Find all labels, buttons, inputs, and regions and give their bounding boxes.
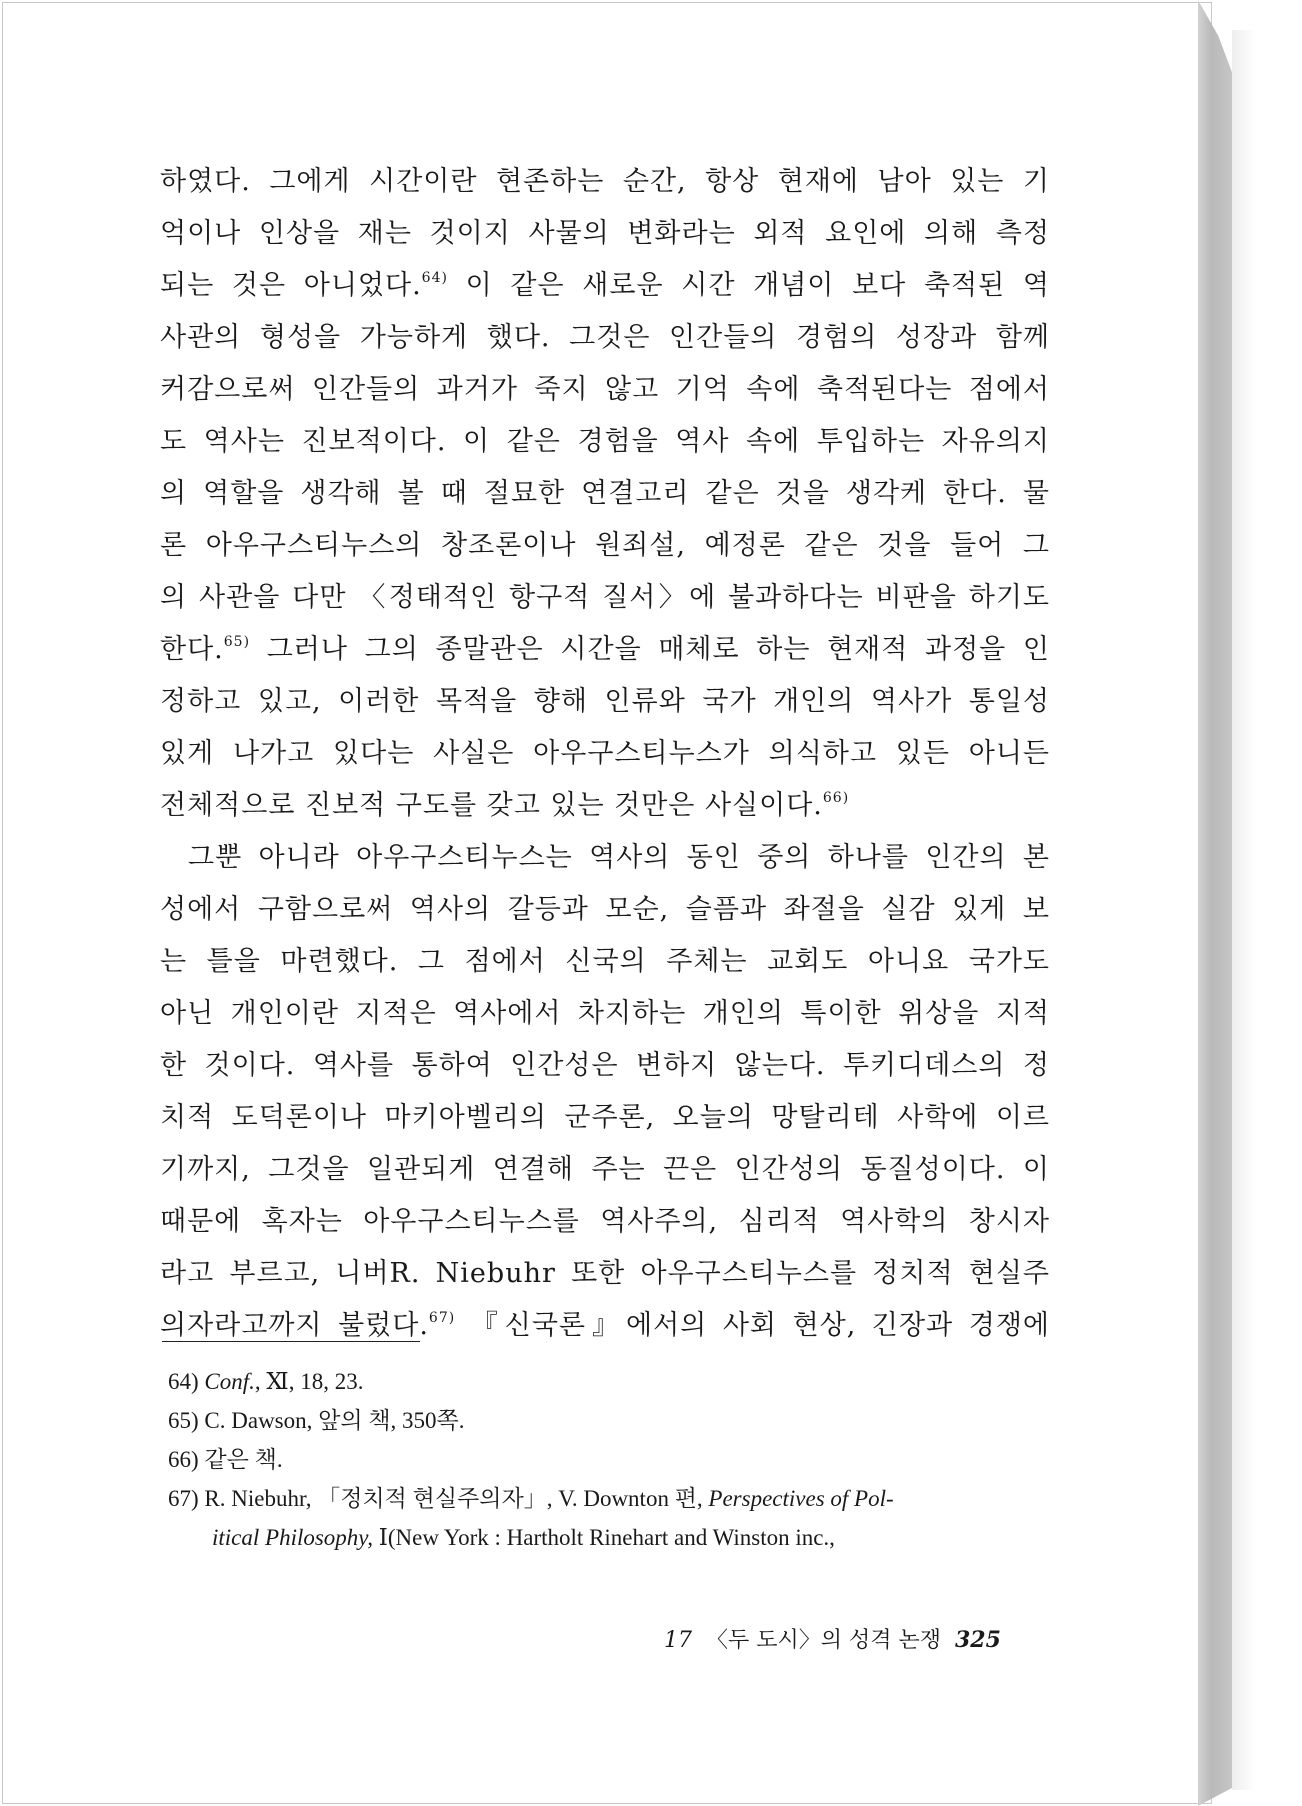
page-shadow — [1232, 30, 1256, 1790]
text-span: 한다. — [160, 634, 224, 665]
text-span: 『신국론』에서의 사회 현상, 긴장과 경쟁에 — [455, 1310, 1050, 1341]
text-line: 론 아우구스티누스의 창조론이나 원죄설, 예정론 같은 것을 들어 그 — [160, 530, 1050, 561]
text-span: 의자라고까지 불렀다. — [160, 1310, 429, 1341]
page-number: 325 — [955, 1627, 1001, 1653]
text-line: 한 것이다. 역사를 통하여 인간성은 변하지 않는다. 투키디데스의 정 — [160, 1050, 1050, 1081]
text-line: 기까지, 그것을 일관되게 연결해 주는 끈은 인간성의 동질성이다. 이 — [160, 1154, 1050, 1185]
text-line: 억이나 인상을 재는 것이지 사물의 변화라는 외적 요인에 의해 측정 — [160, 218, 1050, 249]
text-line: 그뿐 아니라 아우구스티누스는 역사의 동인 중의 하나를 인간의 본 — [188, 842, 1050, 873]
text-span: 되는 것은 아니었다. — [160, 270, 422, 301]
footnote-66: 66) 같은 책. — [168, 1447, 283, 1472]
paragraph-1 — [160, 156, 1050, 832]
text-span: 전체적으로 진보적 구도를 갖고 있는 것만은 사실이다. — [160, 790, 823, 821]
footnote-italic: Conf. — [204, 1369, 255, 1394]
text-line: 라고 부르고, 니버R. Niebuhr 또한 아우구스티누스를 정치적 현실주 — [160, 1258, 1050, 1289]
footnote-ref-65[interactable]: 65) — [223, 634, 251, 650]
text-line: 하였다. 그에게 시간이란 현존하는 순간, 항상 현재에 남아 있는 기 — [160, 166, 1050, 197]
text-line: 도 역사는 진보적이다. 이 같은 경험을 역사 속에 투입하는 자유의지 — [160, 426, 1050, 457]
text-line: 사관의 형성을 가능하게 했다. 그것은 인간들의 경험의 성장과 함께 — [160, 322, 1050, 353]
text-line: 의 사관을 다만 〈정태적인 항구적 질서〉에 불과하다는 비판을 하기도 — [160, 582, 1050, 613]
footnote-text: 67) R. Niebuhr, 「정치적 현실주의자」, V. Downton 편, — [168, 1486, 709, 1511]
footnote-italic: itical Philosophy, — [212, 1525, 373, 1550]
page-stack-edge — [1198, 0, 1232, 1806]
text-span: 그러나 그의 종말관은 시간을 매체로 하는 현재적 과정을 인 — [250, 634, 1050, 665]
text-line: 의 역할을 생각해 볼 때 절묘한 연결고리 같은 것을 생각케 한다. 물 — [160, 478, 1050, 509]
text-line: 때문에 혹자는 아우구스티누스를 역사주의, 심리적 역사학의 창시자 — [160, 1206, 1050, 1237]
text-line: 치적 도덕론이나 마키아벨리의 군주론, 오늘의 망탈리테 사학에 이르 — [160, 1102, 1050, 1133]
paragraph-2 — [160, 832, 1050, 1352]
text-line — [160, 624, 1050, 676]
footnote-italic: Perspectives of Pol- — [708, 1486, 894, 1511]
running-footer — [664, 1623, 1064, 1654]
text-line: 커감으로써 인간들의 과거가 죽지 않고 기억 속에 축적된다는 점에서 — [160, 374, 1050, 405]
chapter-number: 17 — [664, 1628, 692, 1653]
footnote-67-continued — [168, 1518, 1058, 1557]
footnote-divider — [162, 1341, 420, 1342]
text-line — [160, 780, 1050, 832]
body-text — [160, 156, 1050, 1352]
footnote-67 — [168, 1479, 1058, 1518]
footnote-number: 64) — [168, 1369, 199, 1394]
footnote-ref-66[interactable]: 66) — [822, 790, 850, 806]
text-span: 이 같은 새로운 시간 개념이 보다 축적된 역 — [447, 270, 1050, 301]
text-line: 는 틀을 마련했다. 그 점에서 신국의 주체는 교회도 아니요 국가도 — [160, 946, 1050, 977]
text-line: 정하고 있고, 이러한 목적을 향해 인류와 국가 개인의 역사가 통일성 — [160, 686, 1050, 717]
text-line: 아닌 개인이란 지적은 역사에서 차지하는 개인의 특이한 위상을 지적 — [160, 998, 1050, 1029]
footnote-text: , Ⅺ, 18, 23. — [254, 1369, 364, 1394]
footnote-ref-67[interactable]: 67) — [428, 1310, 456, 1326]
footnotes — [168, 1362, 1058, 1557]
footnote-65: 65) C. Dawson, 앞의 책, 350쪽. — [168, 1408, 465, 1433]
text-line: 성에서 구함으로써 역사의 갈등과 모순, 슬픔과 좌절을 실감 있게 보 — [160, 894, 1050, 925]
footnote-64 — [168, 1362, 1058, 1401]
text-line: 있게 나가고 있다는 사실은 아우구스티누스가 의식하고 있든 아니든 — [160, 738, 1050, 769]
footnote-ref-64[interactable]: 64) — [421, 270, 448, 286]
footnote-text: Ⅰ(New York : Hartholt Rinehart and Winston inc., — [373, 1525, 835, 1550]
text-line — [160, 260, 1050, 312]
text-line — [160, 1300, 1050, 1352]
chapter-title: 〈두 도시〉의 성격 논쟁 — [706, 1628, 941, 1653]
